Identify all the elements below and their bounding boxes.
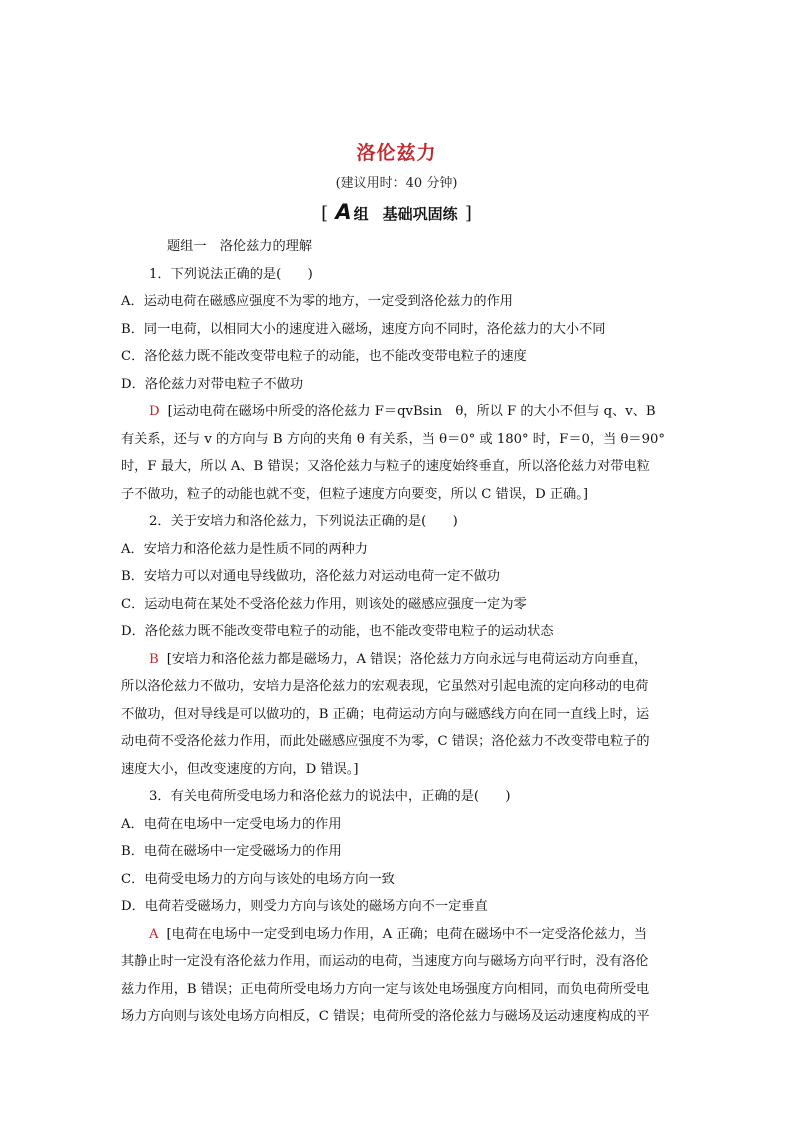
- question-2-explanation-line: 所以洛伦兹力不做功，安培力是洛伦兹力的宏观表现，它虽然对引起电流的定向移动的电荷: [121, 679, 649, 694]
- question-3-option: B．电荷在磁场中一定受磁场力的作用: [121, 844, 342, 859]
- question-2-answer: B: [149, 651, 159, 667]
- question-3-stem: 3．有关电荷所受电场力和洛伦兹力的说法中，正确的是( ): [149, 789, 511, 804]
- question-3-explanation-line: 其静止时一定没有洛伦兹力作用，而运动的电荷，当速度方向与磁场方向平行时，没有洛伦: [121, 954, 649, 969]
- question-body: [121, 233, 676, 1031]
- question-2-explanation-line: 速度大小，但改变速度的方向，D 错误。]: [121, 761, 359, 777]
- question-3-explanation-line: 兹力作用，B 错误；正电荷所受电场力方向一定与该处电场强度方向相同，而负电荷所受电: [121, 981, 650, 997]
- question-3-explanation-line: A [电荷在电场中一定受到电场力作用，A 正确；电荷在磁场中不一定受洛伦兹力，当: [149, 926, 647, 942]
- question-1-option: D．洛伦兹力对带电粒子不做功: [121, 376, 304, 392]
- question-2-option: A．安培力和洛伦兹力是性质不同的两种力: [121, 541, 368, 557]
- group-letter: A: [335, 200, 352, 224]
- topic-heading: 题组一 洛伦兹力的理解: [167, 239, 313, 254]
- group-open-bracket: [: [321, 203, 329, 224]
- question-2-option: D．洛伦兹力既不能改变带电粒子的动能，也不能改变带电粒子的运动状态: [121, 624, 554, 639]
- question-1-explanation-line: D [运动电荷在磁场中所受的洛伦兹力 F＝qvBsin θ，所以 F 的大小不但与 q、v、B: [149, 404, 656, 419]
- question-1-option: B．同一电荷，以相同大小的速度进入磁场，速度方向不同时，洛伦兹力的大小不同: [121, 321, 606, 337]
- question-1-answer: D: [149, 404, 160, 419]
- group-header: [0, 200, 793, 224]
- question-3-option: C．电荷受电场力的方向与该处的电场方向一致: [121, 871, 395, 887]
- question-2-explanation-line: B [安培力和洛伦兹力都是磁场力，A 错误；洛伦兹力方向永远与电荷运动方向垂直，: [149, 651, 648, 667]
- question-3-option: A．电荷在电场中一定受电场力的作用: [121, 816, 342, 832]
- page-title: 洛伦兹力: [356, 142, 437, 164]
- question-2-stem: 2．关于安培力和洛伦兹力，下列说法正确的是( ): [149, 514, 458, 529]
- question-2-explanation-line: 动电荷不受洛伦兹力作用，而此处磁感应强度不为零，C 错误；洛伦兹力不改变带电粒子的: [121, 734, 650, 749]
- group-name: 基础巩固练: [382, 205, 458, 223]
- question-1-option: C．洛伦兹力既不能改变带电粒子的动能，也不能改变带电粒子的速度: [121, 349, 527, 364]
- question-2-option: B．安培力可以对通电导线做功，洛伦兹力对运动电荷一定不做功: [121, 569, 500, 584]
- question-1-stem: 1．下列说法正确的是( ): [149, 266, 313, 282]
- group-close-bracket: ]: [464, 203, 472, 224]
- group-label: 组: [353, 205, 369, 223]
- question-2-option: C．运动电荷在某处不受洛伦兹力作用，则该处的磁感应强度一定为零: [121, 596, 527, 612]
- question-2-explanation-line: 不做功，但对导线是可以做功的，B 正确；电荷运动方向与磁感线方向在同一直线上时，运: [121, 706, 650, 722]
- question-3-answer: A: [149, 926, 159, 942]
- question-1-explanation-line: 有关系，还与 v 的方向与 B 方向的夹角 θ 有关系，当 θ＝0° 或 180° 时，F＝0，当 θ＝90°: [121, 431, 665, 447]
- question-3-option: D．电荷若受磁场力，则受力方向与该处的磁场方向不一定垂直: [121, 899, 488, 914]
- suggested-time: (建议用时：40 分钟): [335, 176, 458, 191]
- question-3-explanation-line: 场力方向则与该处电场方向相反，C 错误；电荷所受的洛伦兹力与磁场及运动速度构成的平: [121, 1009, 650, 1024]
- question-1-explanation-line: 时，F 最大，所以 A、B 错误；又洛伦兹力与粒子的速度始终垂直，所以洛伦兹力对带电粒: [121, 459, 650, 474]
- question-1-option: A．运动电荷在磁感应强度不为零的地方，一定受到洛伦兹力的作用: [121, 294, 513, 309]
- question-1-explanation-line: 子不做功，粒子的动能也就不变，但粒子速度方向要变，所以 C 错误，D 正确。]: [121, 486, 588, 502]
